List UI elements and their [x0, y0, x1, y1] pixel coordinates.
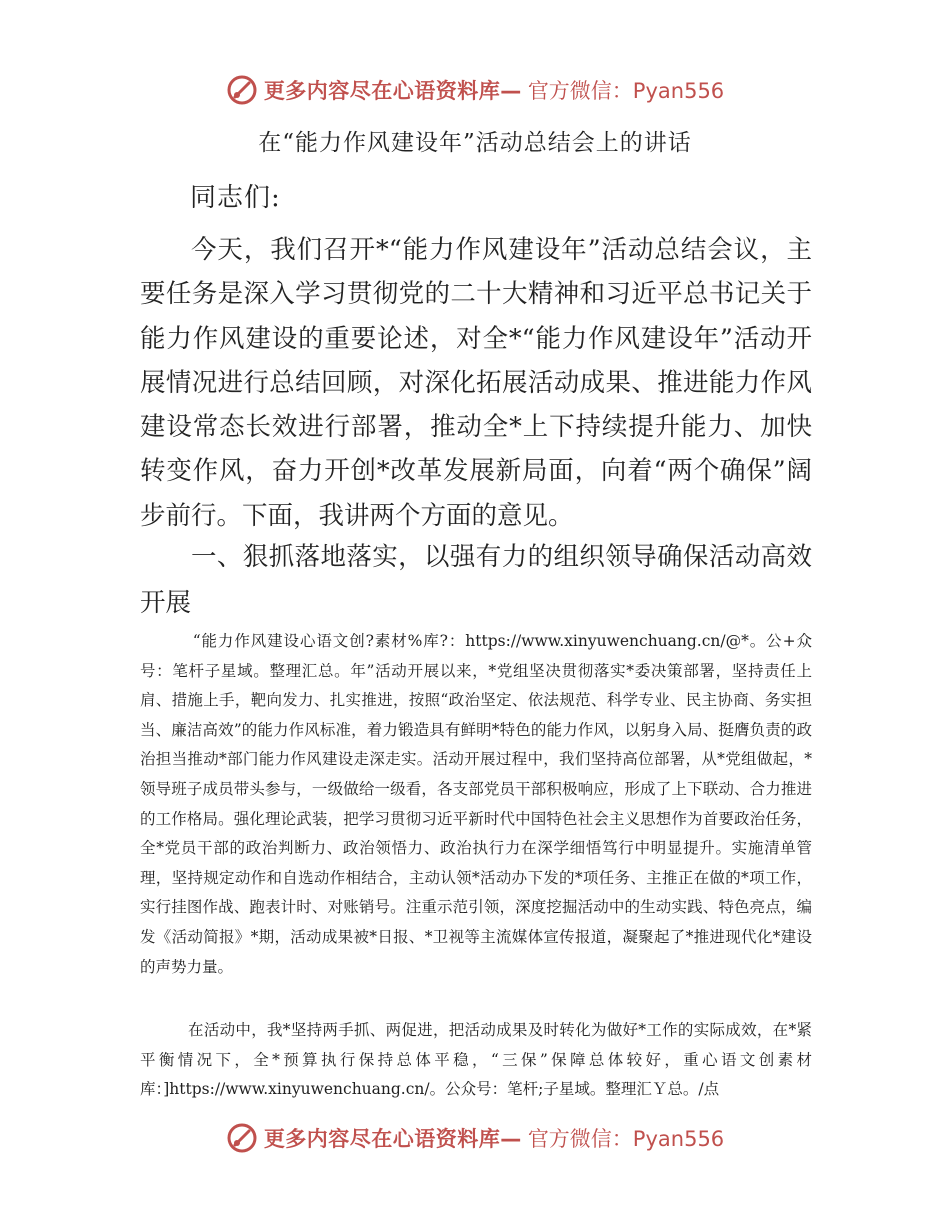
- watermark-banner-inner: [226, 74, 724, 106]
- watermark-banner-top: [0, 72, 950, 108]
- watermark-contact: 官方微信：Pyan556: [527, 79, 725, 103]
- body-paragraph-2: 在活动中，我*坚持两手抓、两促进，把活动成果及时转化为做好*工作的实际成效，在*紧平衡情况下，全*预算执行保持总体平稳，“三保”保障总体较好，重心语文创素材库：]https://www.xinyuwenchuang.cn/。公众号：笔杆;子星域。整理汇Ｙ总。/点: [140, 1021, 812, 1099]
- brush-logo-icon: [226, 74, 258, 106]
- salutation: 同志们:: [190, 183, 281, 213]
- body-paragraph-1: “能力作风建设心语文创?素材%库?：https://www.xinyuwenchuang.cn/@*。公+众号：笔杆子星域。整理汇总。年”活动开展以来，*党组坚决贯彻落实*委决策部署，坚持责任上肩、措施上手，靶向发力、扎实推进，按照“政治坚定、依法规范、科学专业、民主协商、务实担当、廉洁高效”的能力作风标准，着力锻造具有鲜明*特色的能力作风，以躬身入局、挺膺负责的政治担当推动*部门能力作风建设走深走实。活动开展过程中，我们坚持高位部署，从*党组做起，*领导班子成员带头参与，一级做给一级看，各支部党员干部积极响应，形成了上下联动、合力推进的工作格局。强化理论武装，把学习贯彻习近平新时代中国特色社会主义思想作为首要政治任务，全*党员干部的政治判断力、政治领悟力、政治执行力在深学细悟笃行中明显提升。实施清单管理，坚持规定动作和自选动作相结合，主动认领*活动办下发的*项任务、主推正在做的*项工作，实行挂图作战、跑表计时、对账销号。注重示范引领，深度挖掘活动中的生动实践、特色亮点，编发《活动简报》*期，活动成果被*日报、*卫视等主流媒体宣传报道，凝聚起了*推进现代化*建设的声势力量。: [140, 632, 812, 976]
- brush-logo-icon: [226, 1122, 258, 1154]
- watermark-banner-inner: [226, 1122, 724, 1154]
- document-title: 在“能力作风建设年”活动总结会上的讲话: [258, 130, 692, 156]
- watermark-contact: 官方微信：Pyan556: [527, 1127, 725, 1151]
- watermark-banner-bottom: [0, 1120, 950, 1156]
- watermark-text: 更多内容尽在心语资料库—: [263, 79, 522, 103]
- intro-paragraph: 今天，我们召开*“能力作风建设年”活动总结会议，主要任务是深入学习贯彻党的二十大精神和习近平总书记关于能力作风建设的重要论述，对全*“能力作风建设年”活动开展情况进行总结回顾，对深化拓展活动成果、推进能力作风建设常态长效进行部署，推动全*上下持续提升能力、加快转变作风，奋力开创*改革发展新局面，向着“两个确保”阔步前行。下面，我讲两个方面的意见。: [140, 235, 812, 531]
- watermark-text: 更多内容尽在心语资料库—: [263, 1127, 522, 1151]
- section-heading: 一、狠抓落地落实，以强有力的组织领导确保活动高效开展: [140, 542, 812, 618]
